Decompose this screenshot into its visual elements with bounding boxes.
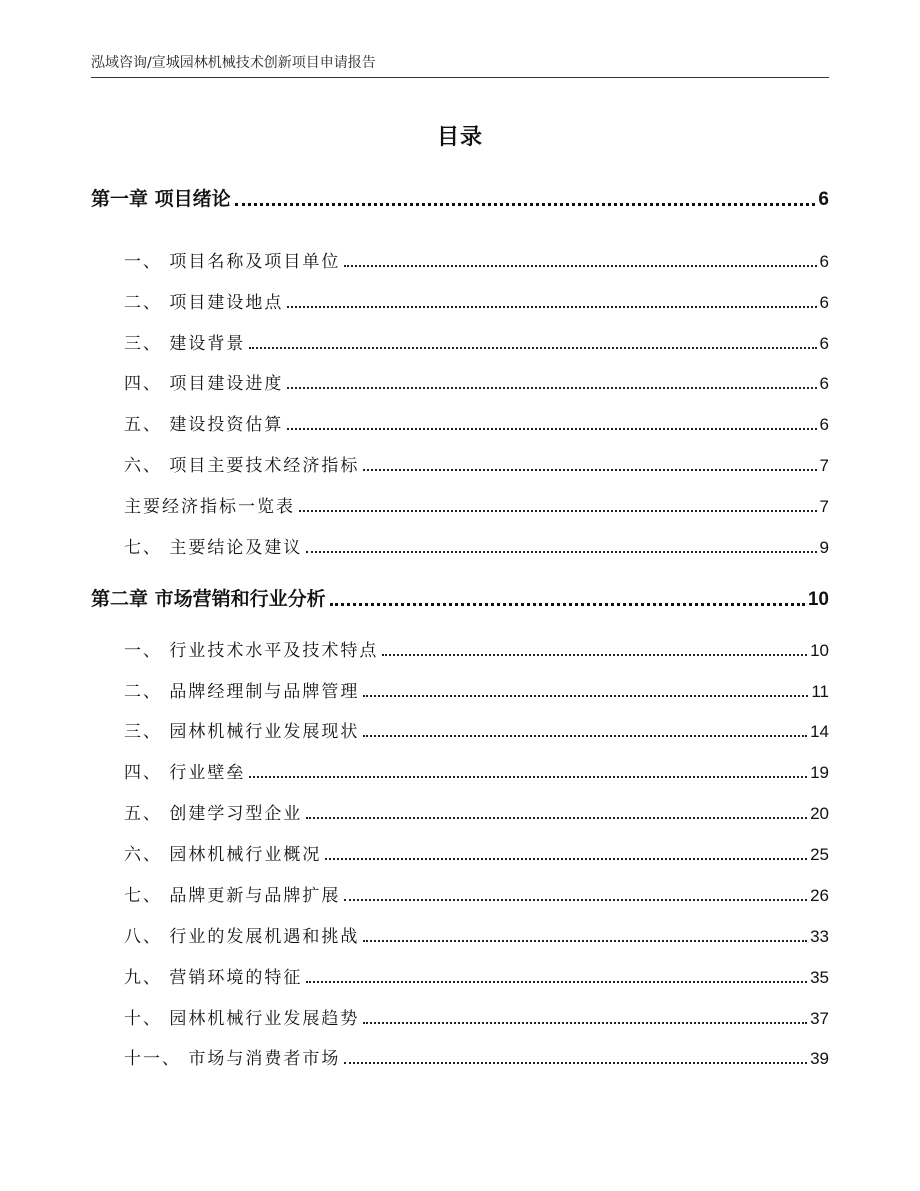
toc-entry-page: 19 <box>810 763 829 782</box>
toc-entry-page: 25 <box>810 845 829 864</box>
toc-entry[interactable] <box>124 451 829 476</box>
toc-entry[interactable] <box>124 369 829 394</box>
toc-entry[interactable] <box>124 717 829 742</box>
toc-entry-page: 6 <box>819 415 829 434</box>
dot-leader <box>249 347 816 349</box>
toc-entry[interactable] <box>124 758 829 783</box>
toc-entry-page: 26 <box>810 886 829 905</box>
dot-leader <box>287 387 816 389</box>
toc-entry-label: 十一、 市场与消费者市场 <box>124 1049 341 1069</box>
toc-entry-label: 五、 建设投资估算 <box>124 415 284 435</box>
toc-entry[interactable] <box>124 1044 829 1069</box>
toc-entry[interactable] <box>124 247 829 272</box>
dot-leader <box>363 1022 807 1024</box>
toc-chapter-2[interactable] <box>91 584 829 611</box>
toc-entry-label: 主要经济指标一览表 <box>124 497 295 517</box>
toc-entry-page: 6 <box>819 334 829 353</box>
dot-leader <box>363 469 816 471</box>
toc-entry[interactable] <box>124 799 829 824</box>
dot-leader <box>344 265 816 267</box>
running-header: 泓域咨询/宣城园林机械技术创新项目申请报告 <box>91 55 376 71</box>
toc-entry-label: 二、 项目建设地点 <box>124 293 284 313</box>
dot-leader <box>235 203 816 206</box>
toc-entry[interactable] <box>124 1004 829 1029</box>
toc-entry-page: 7 <box>819 456 829 475</box>
toc-entry-page: 10 <box>810 641 829 660</box>
dot-leader <box>306 981 807 983</box>
toc-entry-label: 九、 营销环境的特征 <box>124 968 303 988</box>
toc-entry-label: 第二章 市场营销和行业分析 <box>91 588 326 610</box>
toc-chapter-1[interactable] <box>91 184 829 211</box>
toc-entry-label: 四、 项目建设进度 <box>124 374 284 394</box>
toc-entry[interactable] <box>124 840 829 865</box>
toc-entry[interactable] <box>124 329 829 354</box>
toc-entry-label: 二、 品牌经理制与品牌管理 <box>124 682 360 702</box>
toc-entry[interactable] <box>124 963 829 988</box>
toc-entry[interactable] <box>124 677 829 702</box>
dot-leader <box>299 510 817 512</box>
toc-entry-page: 6 <box>819 293 829 312</box>
toc-entry-label: 八、 行业的发展机遇和挑战 <box>124 927 360 947</box>
dot-leader <box>344 1062 807 1064</box>
toc-entry-label: 三、 园林机械行业发展现状 <box>124 722 360 742</box>
dot-leader <box>363 695 808 697</box>
toc-entry[interactable] <box>124 636 829 661</box>
toc-entry-page: 7 <box>819 497 829 516</box>
dot-leader <box>325 858 807 860</box>
toc-entry-label: 六、 项目主要技术经济指标 <box>124 456 360 476</box>
toc-entry-label: 一、 行业技术水平及技术特点 <box>124 641 379 661</box>
toc-entry[interactable] <box>124 288 829 313</box>
toc-entry-page: 39 <box>810 1049 829 1068</box>
toc-entry-label: 六、 园林机械行业概况 <box>124 845 322 865</box>
dot-leader <box>306 551 816 553</box>
toc-entry-label: 七、 品牌更新与品牌扩展 <box>124 886 341 906</box>
toc-title: 目录 <box>436 125 483 150</box>
toc-entry-page: 35 <box>810 968 829 987</box>
toc-entry-page: 37 <box>810 1009 829 1028</box>
toc-entry-label: 四、 行业壁垒 <box>124 763 246 783</box>
dot-leader <box>344 899 807 901</box>
dot-leader <box>287 306 816 308</box>
toc-entry-page: 10 <box>807 589 829 610</box>
toc-entry-label: 一、 项目名称及项目单位 <box>124 252 341 272</box>
toc-entry-label: 十、 园林机械行业发展趋势 <box>124 1009 360 1029</box>
toc-entry[interactable] <box>124 492 829 517</box>
dot-leader <box>287 428 816 430</box>
toc-entry-label: 七、 主要结论及建议 <box>124 538 303 558</box>
dot-leader <box>306 817 807 819</box>
dot-leader <box>363 940 807 942</box>
toc-entry-page: 14 <box>810 722 829 741</box>
toc-entry-label: 三、 建设背景 <box>124 334 246 354</box>
toc-entry-page: 33 <box>810 927 829 946</box>
toc-entry[interactable] <box>124 922 829 947</box>
toc-entry[interactable] <box>124 533 829 558</box>
dot-leader <box>363 735 807 737</box>
dot-leader <box>330 603 805 606</box>
toc-entry-page: 9 <box>819 538 829 557</box>
dot-leader <box>249 776 807 778</box>
toc-entry-page: 20 <box>810 804 829 823</box>
toc-entry-page: 6 <box>819 374 829 393</box>
dot-leader <box>382 654 807 656</box>
toc-entry-page: 6 <box>819 252 829 271</box>
toc-entry-page: 6 <box>818 189 829 210</box>
toc-entry-page: 11 <box>811 682 829 701</box>
toc-entry-label: 五、 创建学习型企业 <box>124 804 303 824</box>
toc-entry-label: 第一章 项目绪论 <box>91 188 231 210</box>
toc-entry[interactable] <box>124 410 829 435</box>
toc-entry[interactable] <box>124 881 829 906</box>
